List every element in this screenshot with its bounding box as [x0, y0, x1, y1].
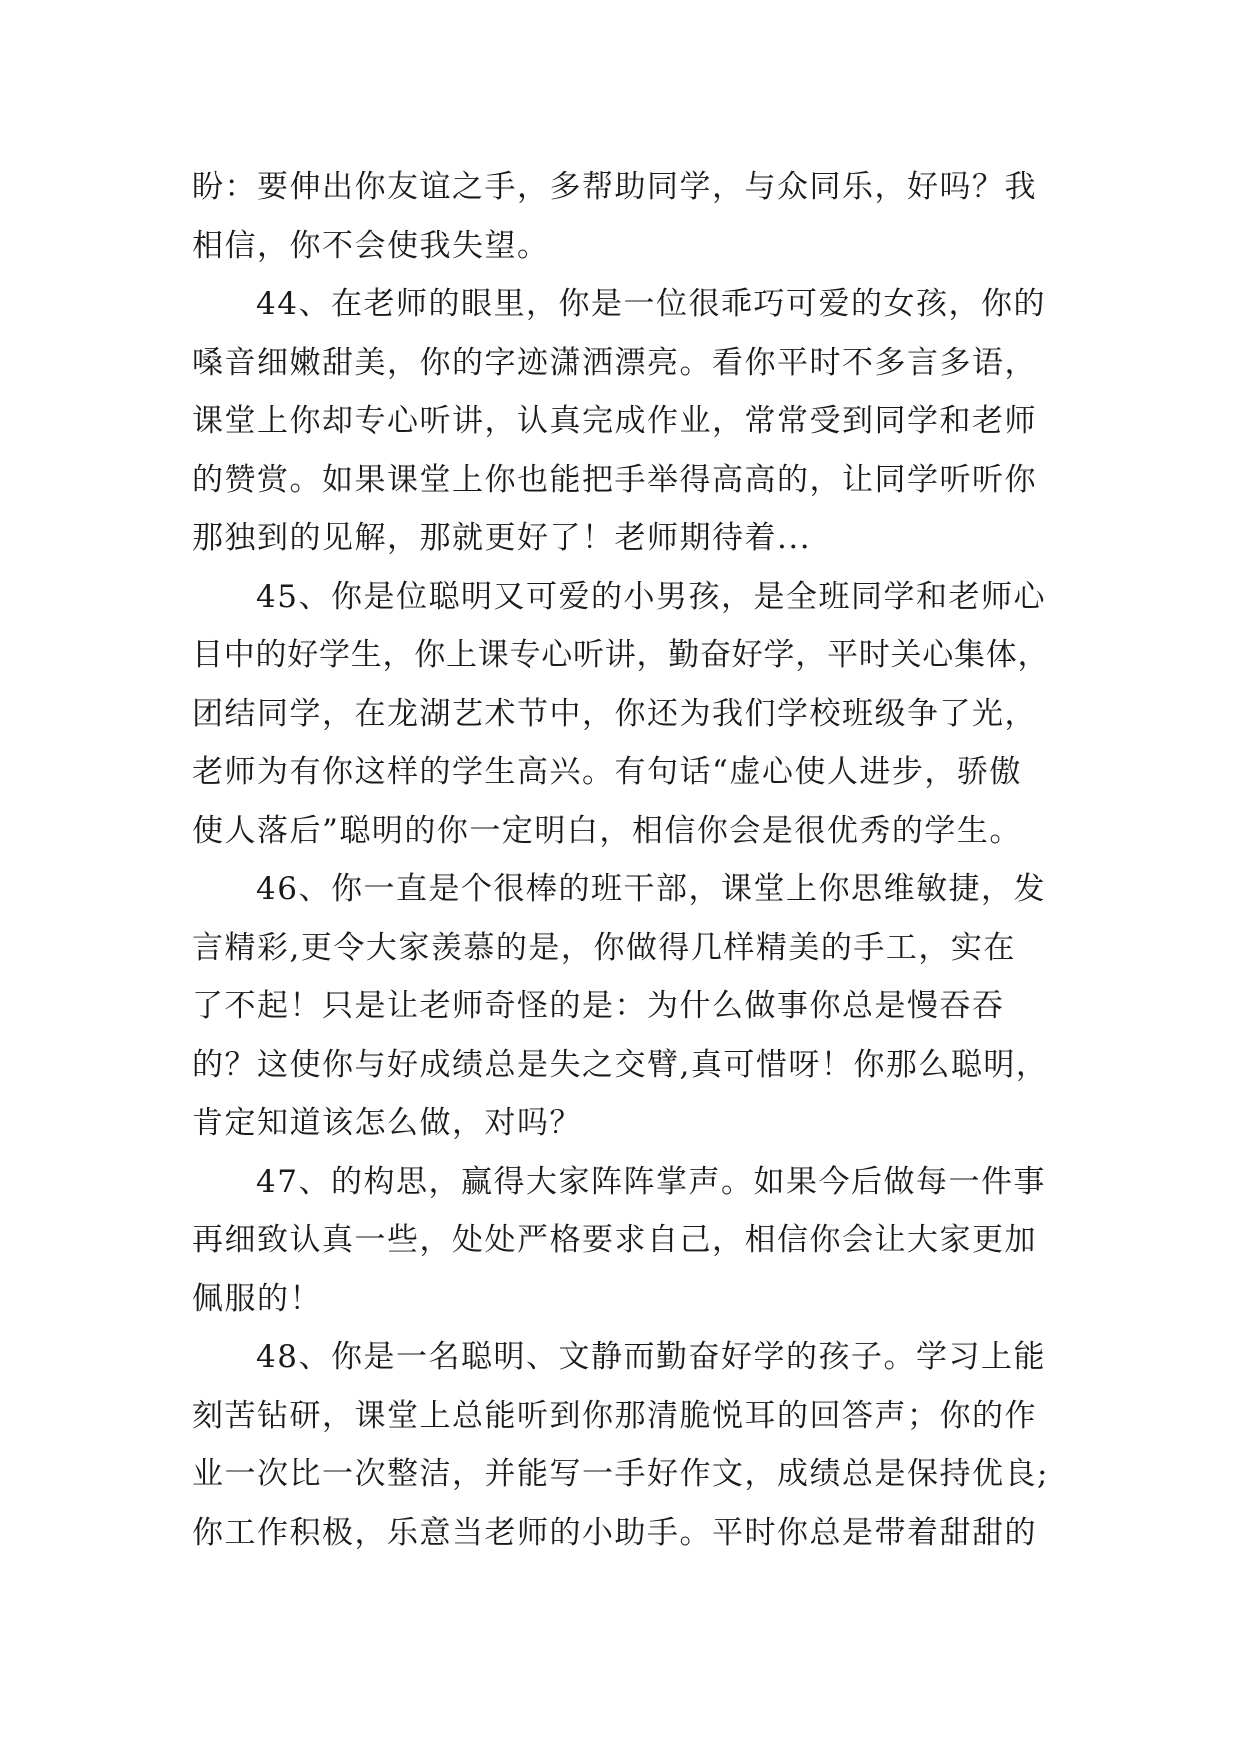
text-line: 目中的好学生，你上课专心听讲，勤奋好学，平时关心集体， — [192, 637, 1050, 673]
paragraph-44-start: 44、在老师的眼里，你是一位很乖巧可爱的女孩，你的 — [256, 286, 1046, 322]
text-line: 的？这使你与好成绩总是失之交臂,真可惜呀！你那么聪明， — [192, 1046, 1049, 1083]
paragraph-46-start: 46、你一直是个很棒的班干部，课堂上你思维敏捷，发 — [256, 871, 1046, 907]
document-body-text — [192, 158, 1052, 1562]
paragraph-47-start: 47、的构思，赢得大家阵阵掌声。如果今后做每一件事 — [256, 1163, 1046, 1200]
text-line: 再细致认真一些，处处严格要求自己，相信你会让大家更加 — [192, 1222, 1037, 1258]
paragraph-45-start: 45、你是位聪明又可爱的小男孩，是全班同学和老师心 — [256, 578, 1046, 615]
text-line: 言精彩,更令大家羡慕的是，你做得几样精美的手工，实在 — [192, 929, 1016, 966]
text-line: 肯定知道该怎么做，对吗？ — [192, 1105, 582, 1141]
paragraph-48-start: 48、你是一名聪明、文静而勤奋好学的孩子。学习上能 — [256, 1339, 1046, 1375]
text-line: 使人落后”聪明的你一定明白，相信你会是很优秀的学生。 — [192, 812, 1022, 849]
text-line: 嗓音细嫩甜美，你的字迹潇洒漂亮。看你平时不多言多语， — [192, 344, 1037, 381]
text-line: 团结同学，在龙湖艺术节中，你还为我们学校班级争了光， — [192, 695, 1037, 732]
text-line: 了不起！只是让老师奇怪的是：为什么做事你总是慢吞吞 — [192, 988, 1005, 1024]
text-line: 佩服的！ — [192, 1280, 322, 1317]
text-line: 老师为有你这样的学生高兴。有句话“虚心使人进步，骄傲 — [192, 754, 1022, 790]
text-line: 的赞赏。如果课堂上你也能把手举得高高的，让同学听听你 — [192, 461, 1037, 498]
text-line: 刻苦钻研，课堂上总能听到你那清脆悦耳的回答声；你的作 — [192, 1397, 1037, 1434]
text-line: 你工作积极，乐意当老师的小助手。平时你总是带着甜甜的 — [192, 1514, 1037, 1551]
text-line: 盼：要伸出你友谊之手，多帮助同学，与众同乐，好吗？我 — [192, 169, 1037, 205]
text-line: 那独到的见解，那就更好了！老师期待着... — [192, 520, 812, 556]
text-line: 业一次比一次整洁，并能写一手好作文，成绩总是保持优良; — [192, 1456, 1049, 1492]
text-line: 相信，你不会使我失望。 — [192, 227, 550, 264]
text-line: 课堂上你却专心听讲，认真完成作业，常常受到同学和老师 — [192, 403, 1037, 439]
